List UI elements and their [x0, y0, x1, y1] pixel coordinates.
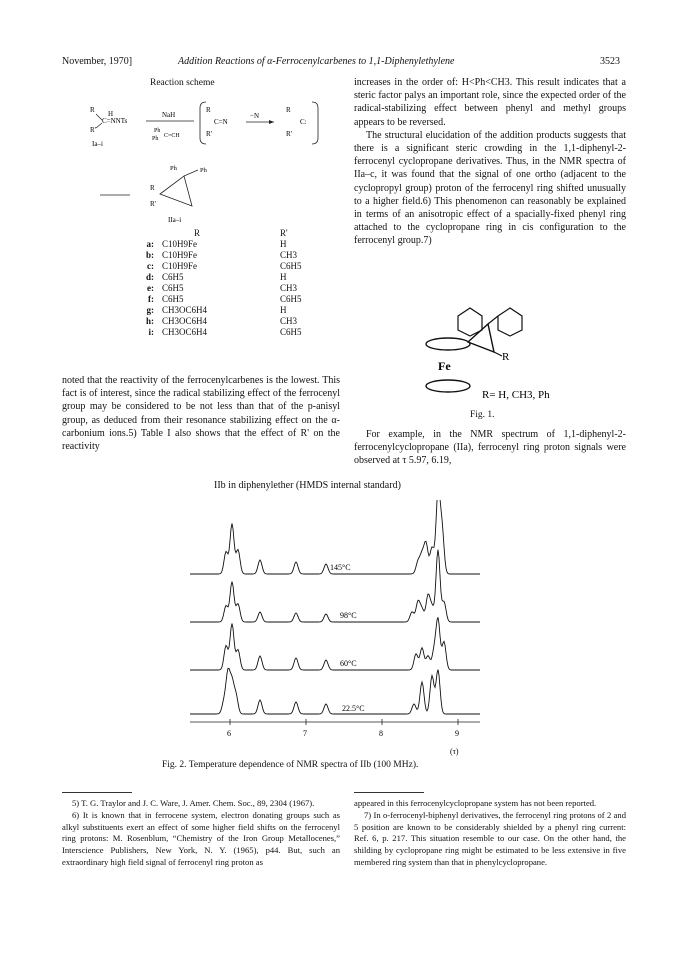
row-key: i:: [148, 327, 154, 337]
row-r: C10H9Fe: [162, 250, 198, 260]
table-row: [132, 316, 306, 327]
row-r: C10H9Fe: [162, 239, 198, 249]
row-rp: C6H5: [280, 261, 302, 271]
table-row: [132, 239, 306, 250]
footnote-6-cont: appeared in this ferrocenylcyclopropane system has not been reported.: [354, 798, 597, 808]
scheme-n2-label: −N: [250, 112, 260, 120]
scheme-ph2c-label: Ph: [154, 128, 161, 134]
row-key: c:: [147, 261, 154, 271]
row-key: f:: [148, 294, 154, 304]
substituent-table: [132, 228, 306, 338]
fig1-fe-label: Fe: [438, 359, 451, 373]
left-paragraph: noted that the reactivity of the ferrocenylcarbenes is the lowest. This fact is of interest, since the radical stabilizing effect of the ferrocenyl group may be considered to be not less than that of the p-anisyl group, as deduced from their resonance stabilizing effect on the α-carbonium ions.5) Table I also shows that the effect of R' on the reactivity: [62, 375, 340, 453]
temp-label: 145°C: [330, 563, 351, 572]
right-paragraph-1: increases in the order of: H<Ph<CH3. This result indicates that a steric factor palys an important role, since the expected order of the radical-stabilizing effect between phenyl and methyl groups appears to be reversed.: [354, 77, 626, 128]
footnote-6: 6) It is known that in ferrocene system, electron donating groups such as alkyl substituents exert an effect of some higher field shifts on the ferrocenyl ring protons: M. Rosenblum, “Chemistry of the Iron Group Metallocenes,” Interscience Publishers, New York, N. Y. (1965), p44. But, such an extraordinary high field signal of ferrocenyl ring proton as: [62, 809, 340, 867]
axis-unit: (τ): [450, 747, 459, 756]
fig2-caption: Fig. 2. Temperature dependence of NMR spectra of IIb (100 MHz).: [162, 760, 419, 770]
scheme-cdot-label: C:: [300, 118, 307, 126]
scheme-ph-label: Ph: [200, 167, 207, 174]
scheme-rp3-label: R': [286, 130, 292, 138]
row-r: C6H5: [162, 272, 184, 282]
row-key: g:: [146, 305, 154, 315]
scheme-r3-label: R: [286, 106, 291, 114]
scheme-nah-label: NaH: [162, 111, 176, 119]
row-key: b:: [145, 250, 154, 260]
fig1-r-label: R: [502, 351, 510, 363]
table-row: [132, 305, 306, 316]
table-row: [132, 250, 306, 261]
table-head-r: R: [194, 228, 201, 238]
table-row: [132, 272, 306, 283]
right-column-top: [354, 76, 626, 248]
left-column-text: [62, 374, 340, 453]
scheme-h-label: H: [108, 110, 114, 118]
temp-label: 22.5°C: [342, 704, 365, 713]
table-row: [132, 283, 306, 294]
row-r: C10H9Fe: [162, 261, 198, 271]
row-rp: CH3: [280, 250, 298, 260]
row-r: CH3OC6H4: [162, 305, 208, 315]
table-row: [132, 327, 306, 338]
running-head-date: November, 1970]: [62, 56, 133, 67]
scheme-cn2-label: C=N: [214, 118, 228, 126]
tick-label: 7: [303, 729, 307, 738]
row-rp: C6H5: [280, 294, 302, 304]
scheme-r-label: R: [90, 106, 95, 114]
row-key: e:: [147, 283, 154, 293]
scheme-ph2c-b-label: Ph: [152, 136, 159, 142]
right-paragraph-3: For example, in the NMR spectrum of 1,1-diphenyl-2-ferrocenylcyclopropane (IIa), ferrocenyl ring proton signals were observed at τ 5.97, 6.19,: [354, 429, 626, 467]
nmr-trace: [190, 550, 480, 622]
right-paragraph-2: The structural elucidation of the addition products suggests that there is a significant steric crowding in the 1,1-diphenyl-2-ferrocenyl cyclopropane derivatives. Thus, in the NMR spectra of IIa–c, it was found that the signal of one ortho (adjacent to the cyclopropyl group) proton of the ferrocenyl ring shifted unusually to a higher field.6) This phenomenon can reasonably be explained in terms of an anisotropic effect of a spacially-fixed phenyl ring attached to the cyclopropane ring in cis configuration to the ferrocenyl group.7): [354, 129, 626, 247]
running-head-title: Addition Reactions of α-Ferrocenylcarbenes to 1,1-Diphenylethylene: [178, 56, 455, 67]
fig2-spectra: [170, 500, 500, 758]
row-key: d:: [145, 272, 154, 282]
footnote-rule-left: [62, 792, 132, 793]
temp-label: 60°C: [340, 659, 357, 668]
row-rp: CH3: [280, 316, 298, 326]
reaction-scheme-diagram: [80, 90, 340, 230]
table-row: [132, 261, 306, 272]
row-r: CH3OC6H4: [162, 327, 208, 337]
footnotes-right: [354, 798, 626, 869]
tick-label: 9: [455, 729, 459, 738]
scheme-cch2-label: C=CH: [164, 133, 180, 139]
scheme-ia-label: Ia–i: [92, 140, 103, 148]
row-key: h:: [145, 316, 154, 326]
row-rp: H: [280, 239, 287, 249]
table-head-rp: R': [280, 228, 288, 238]
fig2-title: IIb in diphenylether (HMDS internal standard): [214, 480, 401, 491]
table-header-row: [132, 228, 306, 239]
footnotes-left: [62, 798, 340, 869]
row-key: a:: [146, 239, 154, 249]
nmr-trace: [190, 617, 480, 670]
fig1-r-list: R= H, CH3, Ph: [482, 389, 550, 401]
row-rp: C6H5: [280, 327, 302, 337]
scheme-rp2-label: R': [206, 130, 212, 138]
row-rp: H: [280, 272, 287, 282]
temp-label: 98°C: [340, 611, 357, 620]
tick-label: 6: [227, 729, 231, 738]
row-r: C6H5: [162, 283, 184, 293]
scheme-title: Reaction scheme: [150, 78, 215, 88]
scheme-r2-label: R: [206, 106, 211, 114]
scheme-rp-label: R': [90, 126, 96, 134]
fig1-caption: Fig. 1.: [470, 410, 495, 420]
footnote-rule-right: [354, 792, 424, 793]
footnote-7: 7) In o-ferrocenyl-biphenyl derivatives, the ferrocenyl ring protons of 2 and 5 position are known to be considerably shielded by a phenyl ring current: Ref. 6, p. 217. This situation resemble to our case. On the other hand, the shilding by cyclopropane ring might be estimated to be less extensive in five membered ring system than that in phenylcyclopropane.: [354, 809, 626, 867]
scheme-rp4-label: R': [150, 200, 156, 208]
page-number: 3523: [600, 56, 620, 67]
footnote-5: 5) T. G. Traylor and J. C. Ware, J. Amer. Chem. Soc., 89, 2304 (1967).: [72, 798, 315, 808]
scheme-nnts-label: C=NNTs: [102, 117, 128, 125]
tick-label: 8: [379, 729, 383, 738]
right-column-bottom: [354, 428, 626, 468]
scheme-r4-label: R: [150, 184, 155, 192]
row-r: CH3OC6H4: [162, 316, 208, 326]
table-row: [132, 294, 306, 305]
row-rp: CH3: [280, 283, 298, 293]
row-r: C6H5: [162, 294, 184, 304]
scheme-ph-top-label: Ph: [170, 165, 177, 172]
row-rp: H: [280, 305, 287, 315]
figure-1-structure: [418, 306, 588, 402]
nmr-trace: [190, 668, 480, 714]
scheme-iia-label: IIa–i: [168, 216, 182, 224]
